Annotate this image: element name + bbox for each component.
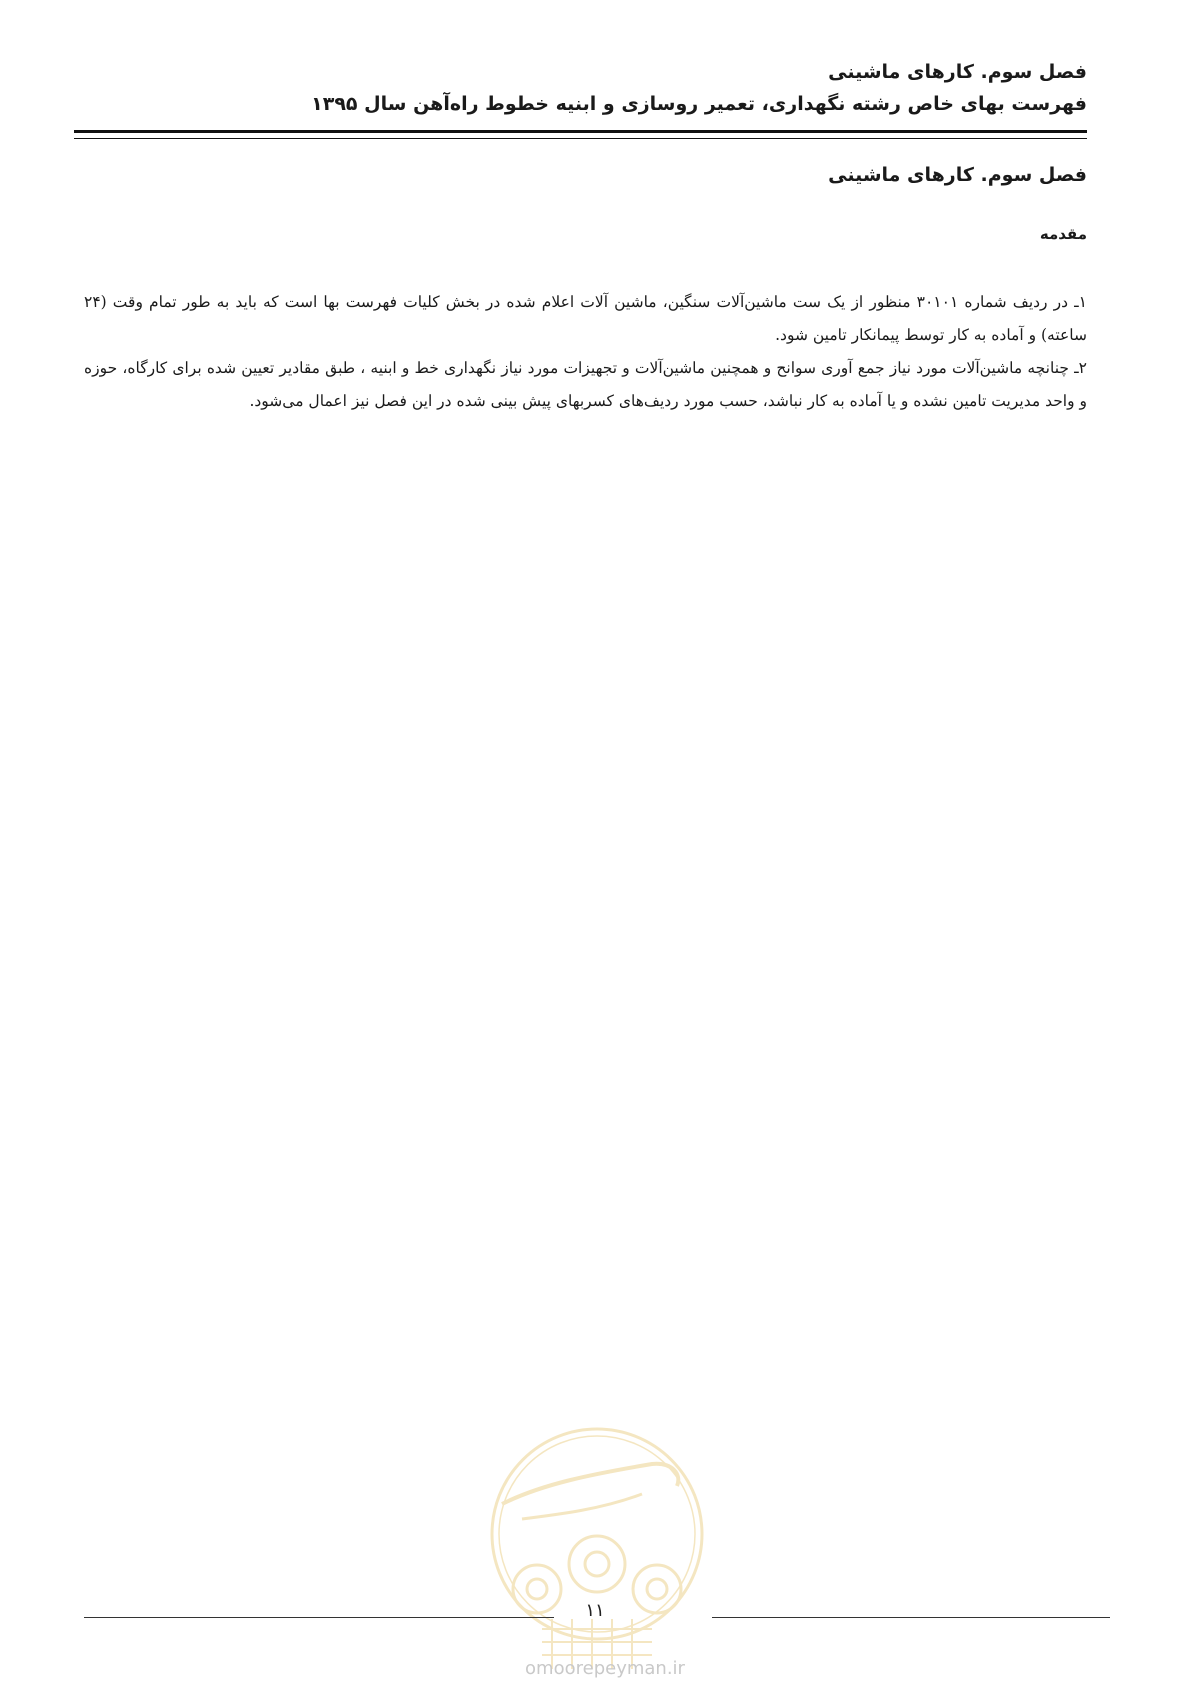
watermark-url: omoorepeyman.ir	[525, 1658, 685, 1679]
paragraph-2: ۲ـ چنانچه ماشین‌آلات مورد نیاز جمع آوری سوانح و همچنین ماشین‌آلات و تجهیزات مورد نیاز نگهداری خط و ابنیه ، طبق مقادیر تعیین شده برای کارگاه، حوزه و واحد مدیریت تامین نشده و یا آماده به کار نباشد، حسب مورد ردیف‌های کسربهای پیش بینی شده در این فصل نیز اعمال می‌شود.	[84, 359, 1087, 410]
footer-rule-right	[712, 1617, 1110, 1618]
section-title: مقدمه	[1039, 225, 1087, 243]
paragraph-1: ۱ـ در ردیف شماره ۳۰۱۰۱ منظور از یک ست ماشین‌آلات سنگین، ماشین آلات اعلام شده در بخش کلیات فهرست بها است که باید به طور تمام وقت (۲۴ ساعته) و آماده به کار توسط پیمانکار تامین شود.	[84, 293, 1087, 344]
watermark-logo	[482, 1424, 712, 1674]
gear-icon	[513, 1565, 561, 1613]
gear-icon	[569, 1536, 625, 1592]
chapter-title: فصل سوم. کارهای ماشینی	[828, 164, 1087, 186]
body-text	[84, 286, 1087, 418]
header-chapter-title: فصل سوم. کارهای ماشینی	[828, 61, 1087, 83]
header-document-title: فهرست بهای خاص رشته نگهداری، تعمیر روسازی و ابنیه خطوط راه‌آهن سال ۱۳۹۵	[311, 93, 1087, 115]
running-header	[74, 56, 1087, 120]
footer-rule-left	[84, 1617, 554, 1618]
gear-icon	[633, 1565, 681, 1613]
header-divider	[74, 130, 1087, 139]
page-number: ۱۱	[585, 1600, 605, 1621]
